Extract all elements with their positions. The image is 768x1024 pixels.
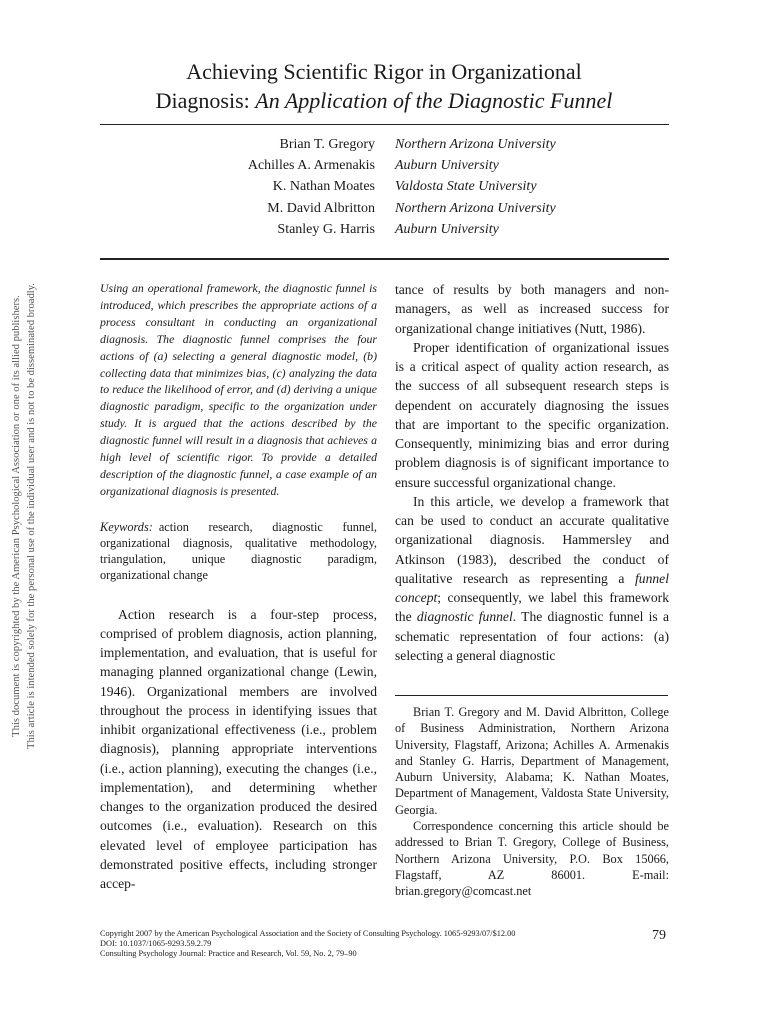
page-footer [100,929,600,959]
footer-journal: Consulting Psychology Journal: Practice and Research, Vol. 59, No. 2, 79–90 [100,949,357,958]
author-row [100,158,668,179]
body-text-segment: . The diagnostic funnel is a schematic representation of four actions: (a) selecting a general diagnostic [395,609,670,663]
author-name: K. Nathan Moates [272,179,375,195]
author-name: Achilles A. Armenakis [247,158,375,174]
term-funnel-concept: funnel concept [395,570,669,605]
title-line-2 [100,86,668,115]
body-paragraph-framework [395,492,669,665]
footer-doi: DOI: 10.1037/1065-9293.59.2.79 [100,939,212,948]
side-notice-line-1: This document is copyrighted by the American Psychological Association or one of its allied publishers. [11,295,22,737]
body-paragraph-intro: Action research is a four-step process, comprised of problem diagnosis, action planning, implementation, and evaluation, that is useful for managing planned organizational change (Lewin, 1946). Organizational members are involved throughout the process in identifying issues that inhibit organizational effectiveness (i.e., problem diagnosis), planning appropriate interventions (i.e., action planning), executing the changes (i.e., implementation), and determining whether changes to the organization produced the desired outcomes (i.e., evaluation). Research on this elevated level of employee participation has demonstrated positive effects, including stronger accep- [100,606,377,892]
title-line-1: Achieving Scientific Rigor in Organizational [186,59,582,84]
author-name: M. David Albritton [267,200,375,216]
right-column [395,280,669,665]
author-row [100,201,668,222]
author-list [100,137,668,243]
body-paragraph: Proper identification of organizational issues is a critical aspect of quality action research, as the success of all subsequent research steps is dependent on accurately diagnosing the issues that are important to the specific organization. Consequently, minimizing bias and error during problem diagnosis is of significant importance to ensure successful organizational change. [395,339,669,490]
author-footnote [395,704,669,900]
body-text-segment: In this article, we develop a framework that can be used to conduct an accurate qualitative organizational diagnosis. Hammersley and Atkinson (1983), described the conduct of qualitative research as representing a [395,493,669,586]
title-line-2-plain: Diagnosis: [155,88,256,113]
footnote-rule [395,695,668,696]
left-column [100,280,377,893]
header-rule [100,258,669,260]
author-affiliation: Auburn University [395,158,499,174]
author-row [100,179,668,200]
author-affiliation: Northern Arizona University [395,200,556,216]
body-text-segment: ; consequently, we label this framework the [395,590,669,625]
abstract: Using an operational framework, the diagnostic funnel is introduced, which prescribes the appropriate actions of a process consultant in conducting an organizational diagnosis. The diagnostic funnel comprises the four actions of (a) selecting a general diagnostic model, (b) collecting data that minimizes bias, (c) analyzing the data to reduce the likelihood of error, and (d) deriving a unique diagnostic paradigm, specific to the organization under study. It is argued that the actions described by the diagnostic funnel will result in a diagnosis that achieves a high level of scientific rigor. To provide a detailed description of the diagnostic funnel, a case example of an organizational diagnosis is presented. [100,281,377,498]
page-number: 79 [652,928,666,943]
footer-copyright: Copyright 2007 by the American Psychological Association and the Society of Consulting Psychology. 1065-9293/07/$12.00 [100,929,516,938]
title-rule [100,124,669,125]
footnote-correspondence: Correspondence concerning this article should be addressed to Brian T. Gregory, College of Business, Northern Arizona University, P.O. Box 15066, Flagstaff, AZ 86001. E-mail: brian.gregory@comcast.net [395,819,669,899]
author-affiliation: Northern Arizona University [395,137,556,152]
author-name: Brian T. Gregory [279,137,375,152]
title-subtitle: An Application of the Diagnostic Funnel [255,88,613,113]
keywords-text: action research, diagnostic funnel, organizational diagnosis, qualitative methodology, triangulation, unique diagnostic paradigm, organizational change [100,519,377,583]
article-title [100,57,668,115]
side-notice-line-2: This article is intended solely for the personal use of the individual user and is not to be disseminated broadly. [26,283,37,749]
author-row [100,222,668,243]
footnote-affiliations: Brian T. Gregory and M. David Albritton, College of Business Administration, Northern Arizona University, Flagstaff, Arizona; Achilles A. Armenakis and Stanley G. Harris, Department of Management, Auburn University, Alabama; K. Nathan Moates, Department of Management, Valdosta State University, Georgia. [395,705,669,817]
body-paragraph-continued: tance of results by both managers and nonmanagers, as well as increased success for organizational change initiatives (Nutt, 1986). [395,282,669,336]
keywords [100,519,377,584]
author-affiliation: Valdosta State University [395,179,537,195]
term-diagnostic-funnel: diagnostic funnel [416,609,513,625]
author-row [100,137,668,158]
author-name: Stanley G. Harris [277,221,375,237]
keywords-label: Keywords: [100,519,153,534]
author-affiliation: Auburn University [395,221,499,237]
